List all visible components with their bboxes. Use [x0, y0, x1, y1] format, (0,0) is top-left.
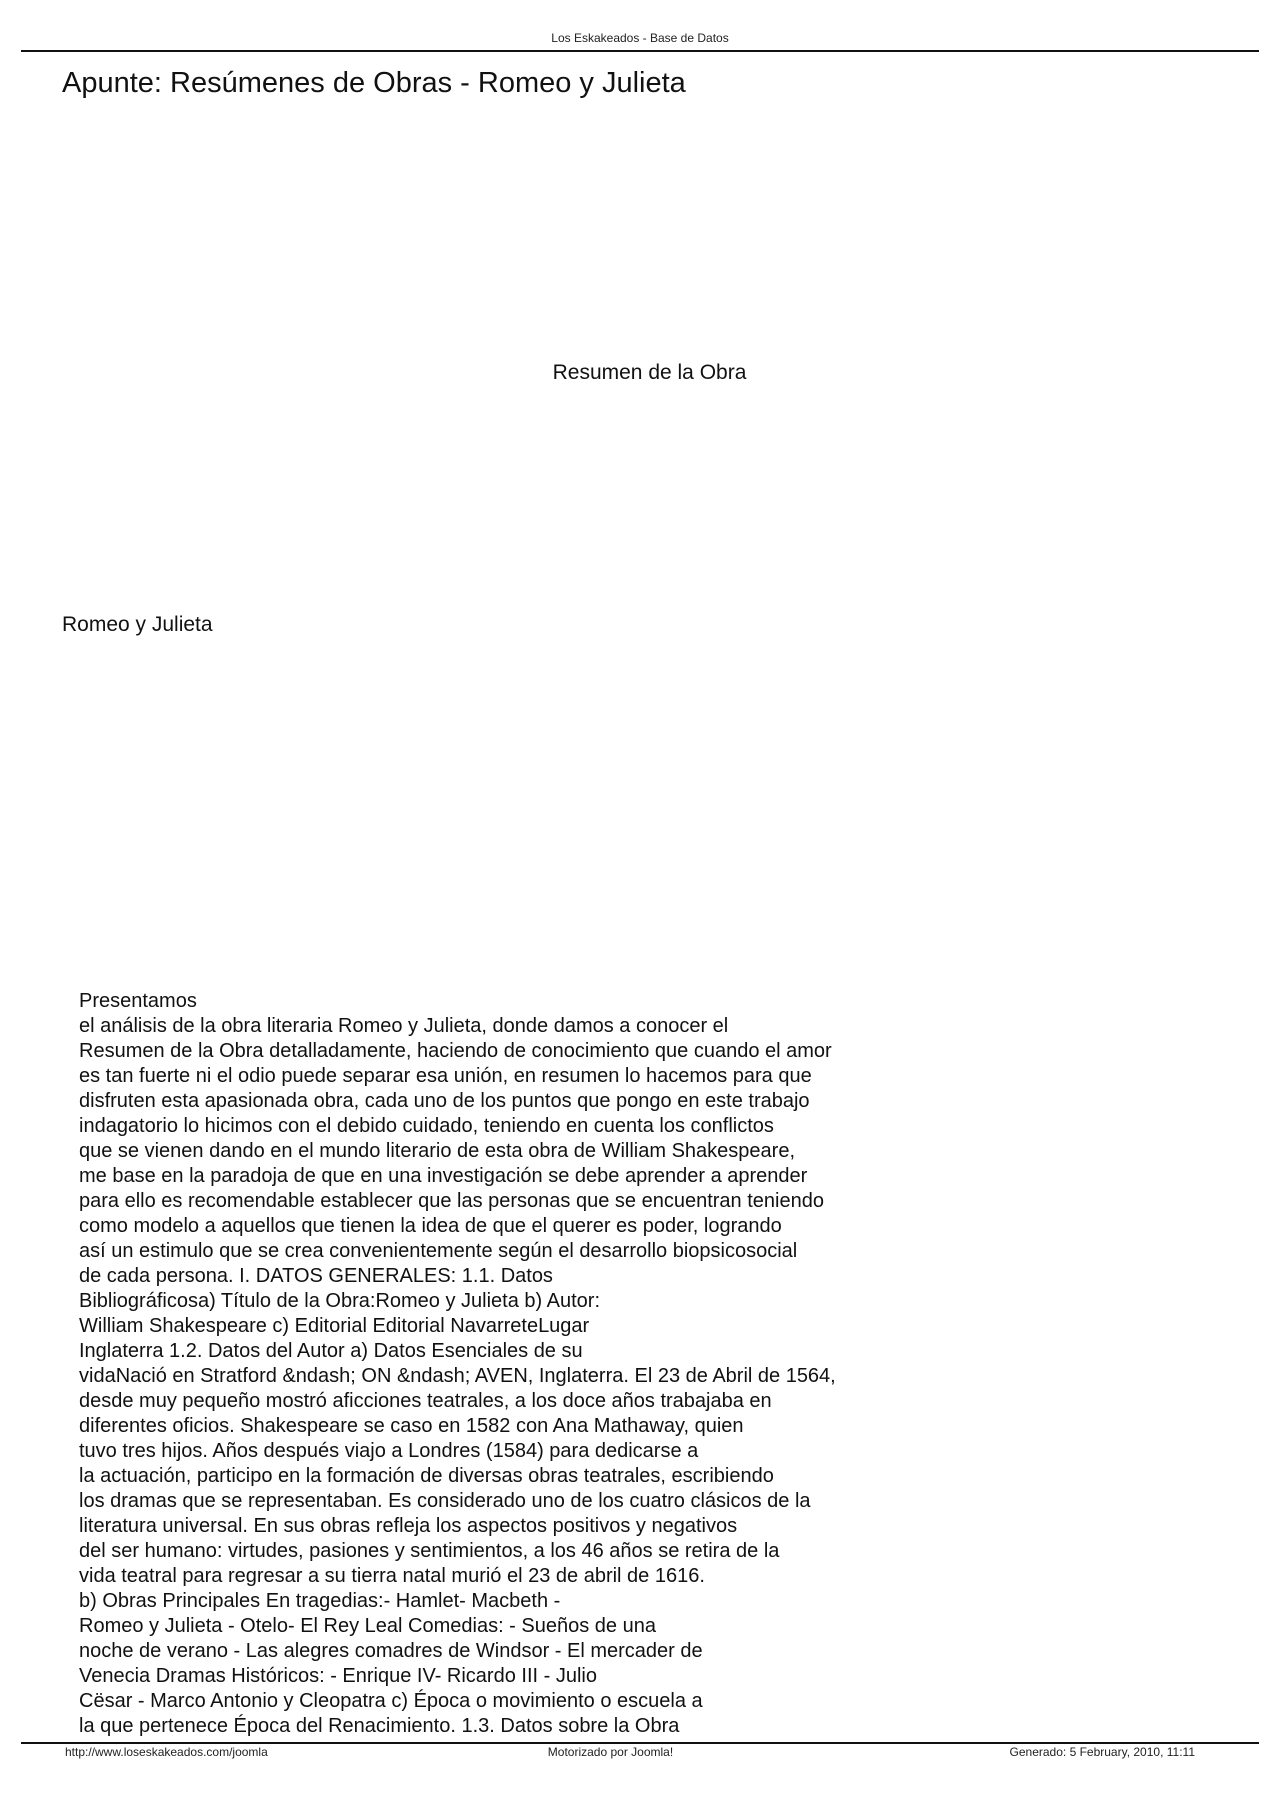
body-line: el análisis de la obra literaria Romeo y Julieta, donde damos a conocer el: [79, 1015, 729, 1037]
footer-url-link[interactable]: http://www.loseskakeados.com/joomla: [65, 1745, 268, 1759]
body-line: disfruten esta apasionada obra, cada uno de los puntos que pongo en este trabajo: [79, 1090, 810, 1112]
body-line: noche de verano - Las alegres comadres de Windsor - El mercader de: [79, 1640, 703, 1662]
body-line: así un estimulo que se crea convenientemente según el desarrollo biopsicosocial: [79, 1240, 798, 1262]
body-line: literatura universal. En sus obras refleja los aspectos positivos y negativos: [79, 1515, 738, 1537]
page-header-site-title: Los Eskakeados - Base de Datos: [551, 31, 729, 45]
body-line: me base en la paradoja de que en una investigación se debe aprender a aprender: [79, 1165, 808, 1187]
body-line: es tan fuerte ni el odio puede separar esa unión, en resumen lo hacemos para que: [79, 1065, 812, 1087]
body-line: Venecia Dramas Históricos: - Enrique IV- Ricardo III - Julio: [79, 1665, 597, 1687]
body-line: Resumen de la Obra detalladamente, haciendo de conocimiento que cuando el amor: [79, 1040, 832, 1062]
body-line: William Shakespeare c) Editorial Editorial NavarreteLugar: [79, 1315, 590, 1337]
work-name: Romeo y Julieta: [62, 613, 213, 636]
header-divider: [21, 50, 1259, 52]
body-line: del ser humano: virtudes, pasiones y sentimientos, a los 46 años se retira de la: [79, 1540, 780, 1562]
body-line: para ello es recomendable establecer que las personas que se encuentran teniendo: [79, 1190, 824, 1212]
body-line: diferentes oficios. Shakespeare se caso en 1582 con Ana Mathaway, quien: [79, 1415, 744, 1437]
body-line: la actuación, participo en la formación de diversas obras teatrales, escribiendo: [79, 1465, 774, 1487]
body-line: que se vienen dando en el mundo literario de esta obra de William Shakespeare,: [79, 1140, 795, 1162]
body-line: indagatorio lo hicimos con el debido cuidado, teniendo en cuenta los conflictos: [79, 1115, 774, 1137]
body-text: [79, 989, 939, 1739]
body-line: tuvo tres hijos. Años después viajo a Londres (1584) para dedicarse a: [79, 1440, 699, 1462]
body-line: Inglaterra 1.2. Datos del Autor a) Datos Esenciales de su: [79, 1340, 583, 1362]
body-line: Cësar - Marco Antonio y Cleopatra c) Época o movimiento o escuela a: [79, 1690, 703, 1712]
body-line: vidaNació en Stratford &ndash; ON &ndash; AVEN, Inglaterra. El 23 de Abril de 1564,: [79, 1365, 836, 1387]
body-line: Presentamos: [79, 990, 197, 1012]
footer-divider: [21, 1742, 1259, 1744]
body-line: como modelo a aquellos que tienen la idea de que el querer es poder, logrando: [79, 1215, 782, 1237]
body-line: Romeo y Julieta - Otelo- El Rey Leal Comedias: - Sueños de una: [79, 1615, 656, 1637]
footer-powered-by: Motorizado por Joomla!: [547, 1745, 674, 1759]
document-title: Apunte: Resúmenes de Obras - Romeo y Julieta: [62, 67, 686, 99]
body-line: la que pertenece Época del Renacimiento. 1.3. Datos sobre la Obra: [79, 1715, 680, 1737]
body-line: vida teatral para regresar a su tierra natal murió el 23 de abril de 1616.: [79, 1565, 705, 1587]
body-line: desde muy pequeño mostró aficciones teatrales, a los doce años trabajaba en: [79, 1390, 772, 1412]
body-line: b) Obras Principales En tragedias:- Hamlet- Macbeth -: [79, 1590, 561, 1612]
section-heading: Resumen de la Obra: [552, 361, 747, 384]
footer-generated-date: Generado: 5 February, 2010, 11:11: [1009, 1745, 1195, 1759]
body-line: de cada persona. I. DATOS GENERALES: 1.1. Datos: [79, 1265, 553, 1287]
body-line: los dramas que se representaban. Es considerado uno de los cuatro clásicos de la: [79, 1490, 811, 1512]
body-line: Bibliográficosa) Título de la Obra:Romeo y Julieta b) Autor:: [79, 1290, 600, 1312]
